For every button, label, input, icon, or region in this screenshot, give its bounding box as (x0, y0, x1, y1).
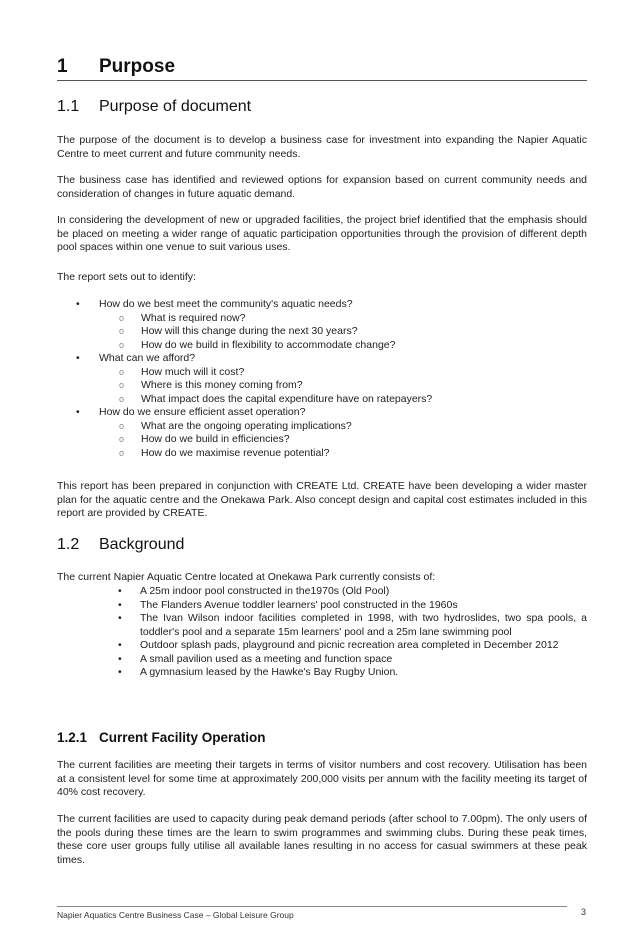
circle-bullet-icon: o (119, 339, 125, 350)
circle-bullet-icon: o (119, 420, 125, 431)
list-item (118, 585, 587, 599)
sub-list-item (99, 312, 587, 326)
circle-bullet-icon: o (119, 366, 125, 377)
sub-list-item-text: How do we build in flexibility to accommodate change? (141, 338, 396, 351)
sub-list-item-text: How do we build in efficiencies? (141, 433, 290, 445)
heading-1-2-number: 1.2 (57, 536, 80, 553)
heading-1-2-1-title: Current Facility Operation (99, 730, 266, 745)
sub-list-item (99, 379, 587, 393)
heading-1-title: Purpose (99, 56, 176, 77)
sub-list-item (99, 366, 587, 380)
sub-list-item (99, 339, 587, 353)
sub-list-item-text: How much will it cost? (141, 365, 245, 378)
bullet-icon: • (118, 666, 122, 678)
background-list (118, 585, 587, 680)
list-item (57, 352, 587, 406)
list-item-text: What can we afford? (99, 352, 196, 364)
list-item-text: How do we best meet the community's aquatic needs? (99, 298, 353, 310)
list-item (57, 406, 587, 460)
sub-list-item-text: How do we maximise revenue potential? (141, 446, 330, 459)
bullet-icon: • (76, 406, 80, 418)
sub-list-item (99, 325, 587, 339)
sub-list-item-text: How will this change during the next 30 years? (141, 325, 358, 337)
circle-bullet-icon: o (119, 434, 125, 444)
list-item (118, 639, 587, 653)
sub-list (99, 312, 587, 353)
list-item-text: A small pavilion used as a meeting and function space (140, 652, 393, 665)
list-item (118, 599, 587, 613)
heading-1-2-1-number: 1.2.1 (57, 730, 88, 745)
bullet-icon: • (76, 352, 80, 364)
list-item-text: The Flanders Avenue toddler learners' pool constructed in the 1960s (140, 598, 458, 611)
paragraph: The current facilities are meeting their targets in terms of visitor numbers and cost recovery. Utilisation has been at a consistent level for some time at approximately 200,000 visits per annum with the facility meeting its target of 40% cost recovery. (57, 759, 587, 798)
sub-list-item (99, 420, 587, 434)
paragraph: The business case has identified and reviewed options for expansion based on current community needs and consideration of changes in future aquatic demand. (57, 174, 587, 200)
bullet-icon: • (118, 612, 122, 624)
heading-1-1-title: Purpose of document (99, 98, 252, 115)
footer-divider (57, 906, 567, 907)
paragraph: The current facilities are used to capacity during peak demand periods (after school to 7.00pm). The only users of the pools during these times are the learn to swim programmes and swimming clubs. During these peak times, these core user groups fully utilise all available lanes resulting in no access for casual swimmers at these peak times. (57, 813, 587, 866)
paragraph: The report sets out to identify: (57, 271, 196, 283)
list-item-text: A 25m indoor pool constructed in the1970s (Old Pool) (140, 585, 390, 597)
circle-bullet-icon: o (119, 326, 125, 336)
list-item (57, 298, 587, 352)
sub-list-item-text: Where is this money coming from? (141, 379, 303, 391)
sub-list-item-text: What are the ongoing operating implications? (141, 419, 352, 432)
list-item-text: How do we ensure efficient asset operation? (99, 406, 306, 418)
list-item (118, 612, 587, 639)
paragraph: This report has been prepared in conjunction with CREATE Ltd. CREATE have been developing a wider master plan for the aquatic centre and the Onekawa Park. Also concept design and capital cost estimates included in this report are provided by CREATE. (57, 480, 587, 519)
sub-list-item (99, 393, 587, 407)
page-number: 3 (581, 907, 587, 917)
list-item (118, 653, 587, 667)
bullet-icon: • (118, 585, 122, 597)
circle-bullet-icon: o (119, 380, 125, 390)
bullet-icon: • (118, 639, 122, 651)
sub-list-item-text: What impact does the capital expenditure have on ratepayers? (141, 392, 433, 405)
list-item-text: A gymnasium leased by the Hawke's Bay Rugby Union. (140, 666, 399, 678)
heading-1-number: 1 (57, 56, 68, 77)
heading-1 (57, 56, 587, 81)
footer-text: Napier Aquatics Centre Business Case – Global Leisure Group (57, 910, 294, 920)
bullet-icon: • (118, 652, 122, 665)
list-item (118, 666, 587, 680)
sub-list-item (99, 447, 587, 461)
sub-list (99, 420, 587, 461)
list-item-text: The Ivan Wilson indoor facilities completed in 1998, with two hydroslides, two spa pools, a toddler's pool and a separate 15m learners' pool and a 25m lane swimming pool (140, 612, 587, 638)
paragraph: In considering the development of new or upgraded facilities, the project brief identified that the emphasis should be placed on meeting a wider range of aquatic participation opportunities through the provision of different depth pool spaces within one venue to suit various uses. (57, 214, 587, 253)
circle-bullet-icon: o (119, 393, 125, 404)
questions-list (57, 298, 587, 460)
bullet-icon: • (118, 598, 122, 611)
heading-1-2-title: Background (99, 536, 185, 553)
circle-bullet-icon: o (119, 447, 125, 458)
paragraph: The current Napier Aquatic Centre located at Onekawa Park currently consists of: (57, 571, 436, 583)
paragraph: The purpose of the document is to develop a business case for investment into expanding the Napier Aquatic Centre to meet current and future community needs. (57, 134, 587, 160)
bullet-icon: • (76, 298, 80, 310)
sub-list-item-text: What is required now? (141, 311, 246, 324)
circle-bullet-icon: o (119, 312, 125, 323)
list-item-text: Outdoor splash pads, playground and picnic recreation area completed in December 2012 (140, 639, 559, 651)
heading-1-1-number: 1.1 (57, 98, 80, 115)
sub-list-item (99, 433, 587, 447)
sub-list (99, 366, 587, 407)
